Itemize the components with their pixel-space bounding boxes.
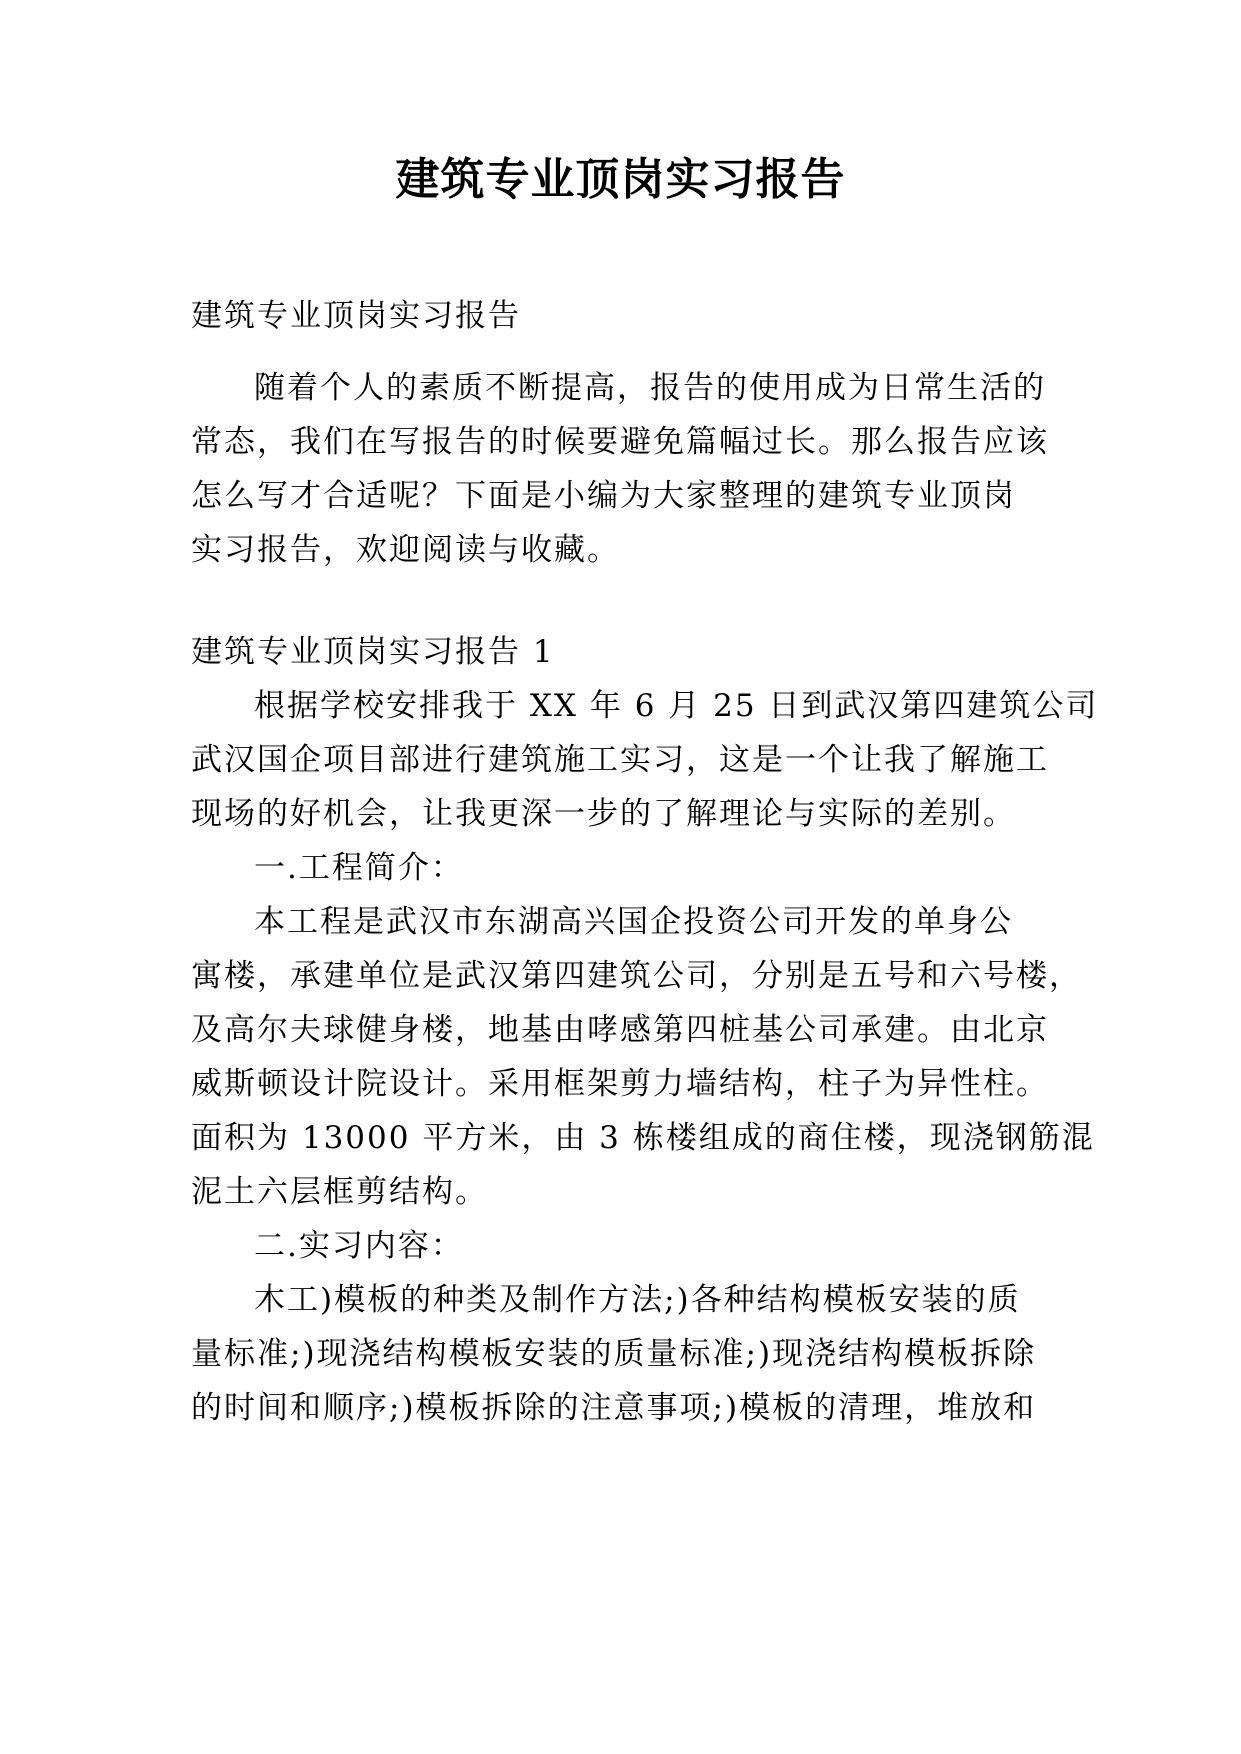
intro-line: 常态，我们在写报告的时候要避免篇幅过长。那么报告应该 (191, 424, 1049, 460)
document-title: 建筑专业顶岗实习报告 (395, 154, 846, 205)
intro-line: 实习报告，欢迎阅读与收藏。 (191, 532, 620, 568)
section-heading: 建筑专业顶岗实习报告 1 (191, 634, 555, 670)
paragraph-line: 武汉国企项目部进行建筑施工实习，这是一个让我了解施工 (191, 742, 1049, 778)
paragraph-line: 寓楼，承建单位是武汉第四建筑公司，分别是五号和六号楼， (191, 958, 1082, 994)
paragraph-line: 面积为 13000 平方米，由 3 栋楼组成的商住楼，现浇钢筋混 (191, 1120, 1095, 1156)
paragraph-line: 泥土六层框剪结构。 (191, 1174, 488, 1210)
document-subtitle: 建筑专业顶岗实习报告 (191, 298, 521, 334)
paragraph-line: 量标准;)现浇结构模板安装的质量标准;)现浇结构模板拆除 (191, 1336, 1037, 1372)
paragraph-line: 现场的好机会，让我更深一步的了解理论与实际的差别。 (191, 796, 1016, 832)
paragraph-line: 根据学校安排我于 XX 年 6 月 25 日到武汉第四建筑公司 (254, 688, 1099, 724)
intro-line: 随着个人的素质不断提高，报告的使用成为日常生活的 (254, 370, 1046, 406)
paragraph-line: 及高尔夫球健身楼，地基由哮感第四桩基公司承建。由北京 (191, 1012, 1049, 1048)
paragraph-line: 本工程是武汉市东湖高兴国企投资公司开发的单身公 (254, 904, 1013, 940)
intro-line: 怎么写才合适呢？下面是小编为大家整理的建筑专业顶岗 (191, 478, 1016, 514)
paragraph-line: 威斯顿设计院设计。采用框架剪力墙结构，柱子为异性柱。 (191, 1066, 1049, 1102)
paragraph-line: 木工)模板的种类及制作方法;)各种结构模板安装的质 (254, 1282, 1021, 1318)
subheading-internship-content: 二.实习内容： (254, 1228, 464, 1264)
paragraph-line: 的时间和顺序;)模板拆除的注意事项;)模板的清理，堆放和 (191, 1390, 1037, 1426)
subheading-project-overview: 一.工程简介： (254, 850, 464, 886)
